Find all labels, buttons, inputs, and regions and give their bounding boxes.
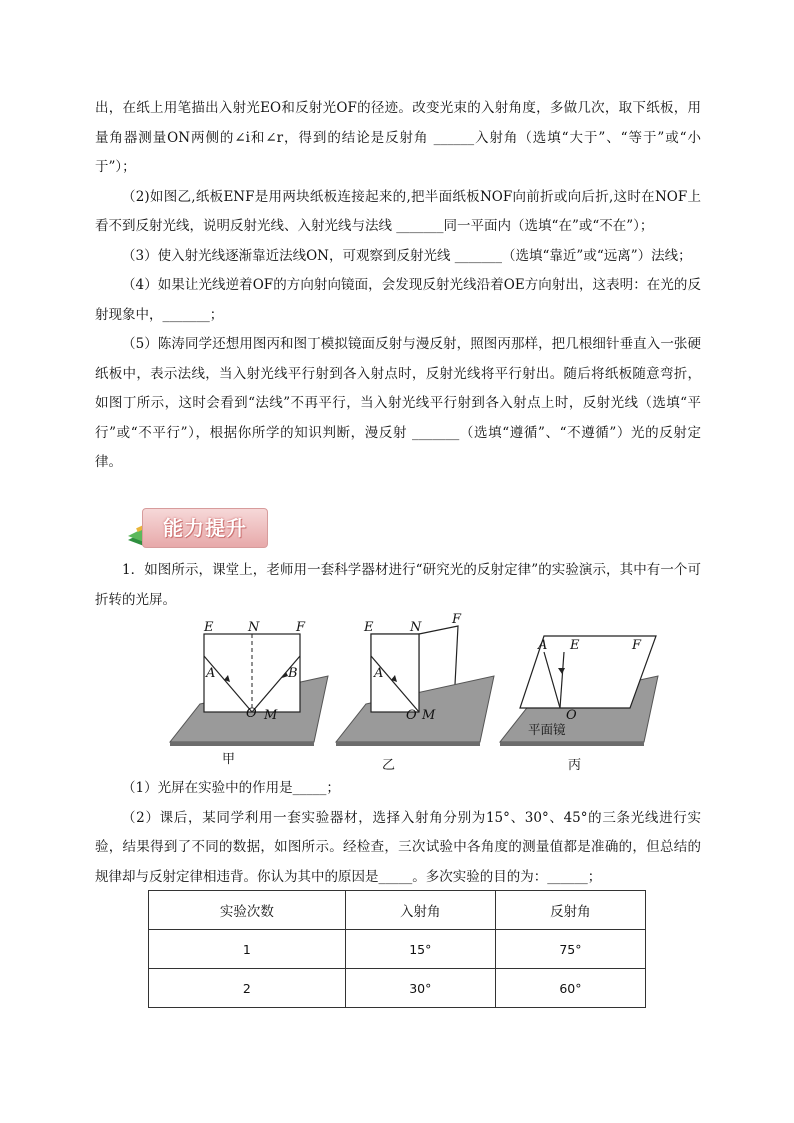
table-header-row bbox=[149, 891, 646, 930]
paragraph-3: （3）使入射光线逐渐靠近法线ON，可观察到反射光线 _______（选填“靠近”或“远离”）法线； bbox=[122, 247, 692, 264]
label-jia-F: F bbox=[296, 620, 306, 635]
label-jia-O: O bbox=[246, 706, 257, 721]
figures bbox=[160, 612, 680, 782]
label-yi-E: E bbox=[364, 620, 374, 635]
table-row bbox=[149, 969, 646, 1008]
label-yi-O: O bbox=[406, 708, 417, 723]
table-cell: 15° bbox=[345, 930, 495, 969]
table-header: 反射角 bbox=[495, 891, 645, 930]
text-block-top bbox=[95, 94, 701, 478]
subquestion-2: （2）课后，某同学利用一套实验器材，选择入射角分别为15°、30°、45°的三条光线进行实验，结果得到了不同的数据，如图所示。经检查，三次试验中各角度的测量值都是准确的，但总结的规律却与反射定律相违背。你认为其中的原因是_____。多次实验的目的为：______； bbox=[95, 809, 701, 885]
banner-box bbox=[142, 508, 268, 548]
label-bing-A: A bbox=[538, 638, 548, 653]
caption-jia: 甲 bbox=[222, 752, 236, 767]
label-jia-E: E bbox=[204, 620, 214, 635]
label-bing-E: E bbox=[570, 638, 580, 653]
table-cell: 75° bbox=[495, 930, 645, 969]
label-yi-F: F bbox=[452, 612, 462, 627]
label-jia-A: A bbox=[206, 666, 216, 681]
label-yi-M: M bbox=[422, 708, 436, 723]
table-cell: 2 bbox=[149, 969, 346, 1008]
subquestion-1: （1）光屏在实验中的作用是_____； bbox=[122, 780, 340, 796]
table-cell: 30° bbox=[345, 969, 495, 1008]
caption-yi: 乙 bbox=[382, 758, 396, 773]
paragraph-1-cont: 出，在纸上用笔描出入射光EO和反射光OF的径迹。改变光束的入射角度，多做几次，取下纸板，用量角器测量ON两侧的∠i和∠r，得到的结论是反射角 ______入射角（选填“大于”、“等于”或“小于”）； bbox=[95, 100, 701, 175]
paragraph-2: （2)如图乙,纸板ENF是用两块纸板连接起来的,把半面纸板NOF向前折或向后折,这时在NOF上看不到反射光线，说明反射光线、入射光线与法线 _______同一平面内（选填“在”或“不在”）； bbox=[95, 188, 701, 234]
label-bing-mirror: 平面镜 bbox=[528, 722, 566, 737]
data-table bbox=[148, 890, 646, 1008]
label-jia-N: N bbox=[248, 620, 260, 635]
figure-jia bbox=[160, 612, 680, 782]
label-jia-M: M bbox=[264, 708, 278, 723]
label-yi-N: N bbox=[410, 620, 422, 635]
paragraph-5: （5）陈涛同学还想用图丙和图丁模拟镜面反射与漫反射，照图丙那样，把几根细针垂直入一张硬纸板中，表示法线，当入射光线平行射到各入射点时，反射光线将平行射出。随后将纸板随意弯折，如图丁所示，这时会看到“法线”不再平行，当入射光线平行射到各入射点上时，反射光线（选填“平行”或“不平行”），根据你所学的知识判断，漫反射 _______（选填“遵循”、“不遵循”）光的反射定律。 bbox=[95, 336, 701, 470]
table-header: 实验次数 bbox=[149, 891, 346, 930]
label-yi-A: A bbox=[374, 666, 384, 681]
label-bing-F: F bbox=[632, 638, 642, 653]
label-jia-B: B bbox=[288, 666, 298, 681]
question-1-text: 1．如图所示，课堂上，老师用一套科学器材进行“研究光的反射定律”的实验演示，其中有一个可折转的光屏。 bbox=[95, 562, 701, 608]
subquestions bbox=[95, 774, 701, 892]
table-cell: 1 bbox=[149, 930, 346, 969]
question-1 bbox=[95, 556, 701, 615]
label-bing-O: O bbox=[566, 708, 577, 723]
section-banner bbox=[126, 506, 268, 548]
table-row bbox=[149, 930, 646, 969]
table-cell: 60° bbox=[495, 969, 645, 1008]
table-header: 入射角 bbox=[345, 891, 495, 930]
caption-bing: 丙 bbox=[568, 758, 582, 773]
paragraph-4: （4）如果让光线逆着OF的方向射向镜面，会发现反射光线沿着OE方向射出，这表明：在光的反射现象中，_______； bbox=[95, 277, 701, 323]
banner-title: 能力提升 bbox=[163, 516, 247, 540]
